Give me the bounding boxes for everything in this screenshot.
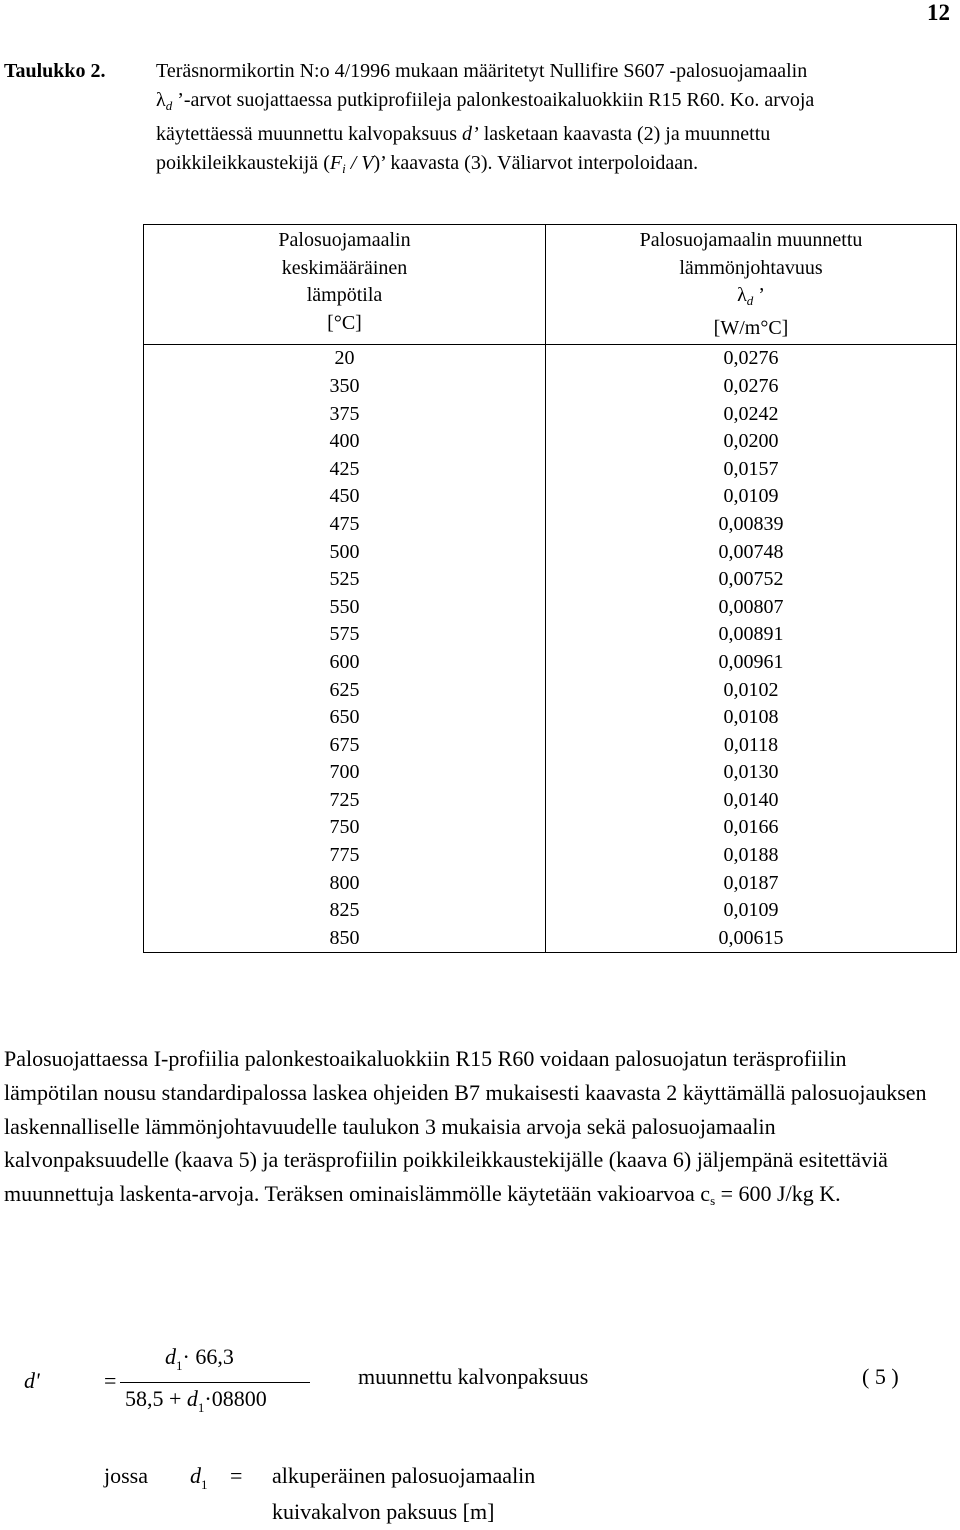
header-temperature-line: lämpötila	[306, 284, 383, 307]
conductivity-cell: 0,00615	[546, 925, 957, 953]
temperature-cell: 750	[144, 814, 546, 842]
conductivity-cell: 0,00891	[546, 621, 957, 649]
table-row	[144, 456, 957, 484]
conductivity-cell: 0,00752	[546, 566, 957, 594]
conductivity-cell: 0,00961	[546, 649, 957, 677]
body-paragraph	[4, 1042, 944, 1218]
page-number: 12	[927, 0, 950, 25]
conductivity-cell: 0,00839	[546, 511, 957, 539]
header-temperature-line: Palosuojamaalin	[278, 229, 411, 251]
temperature-cell: 425	[144, 456, 546, 484]
temperature-cell: 20	[144, 345, 546, 373]
table-row	[144, 842, 957, 870]
conductivity-cell: 0,0118	[546, 732, 957, 760]
table-row	[144, 566, 957, 594]
table-row	[144, 373, 957, 401]
temperature-cell: 475	[144, 511, 546, 539]
table-row	[144, 594, 957, 622]
table-row	[144, 897, 957, 925]
numerator-rest: · 66,3	[182, 1344, 234, 1369]
conductivity-cell: 0,0102	[546, 677, 957, 705]
temperature-cell: 350	[144, 373, 546, 401]
where-description-line: kuivakalvon paksuus [m]	[272, 1499, 495, 1524]
conductivity-cell: 0,0130	[546, 759, 957, 787]
temperature-cell: 675	[144, 732, 546, 760]
caption-line-4-b: )’ kaavasta (3). Väliarvot interpoloidaan.	[373, 152, 699, 174]
temperature-cell: 800	[144, 870, 546, 898]
caption-label: Taulukko 2.	[4, 60, 106, 82]
conductivity-cell: 0,00807	[546, 594, 957, 622]
caption-line-3	[156, 120, 916, 149]
table-row	[144, 704, 957, 732]
denominator-rest: ·08800	[204, 1386, 267, 1411]
conductivity-cell: 0,0200	[546, 428, 957, 456]
lambda-subscript: d	[165, 98, 173, 113]
conductivity-cell: 0,0108	[546, 704, 957, 732]
denominator-a: 58,5 +	[125, 1386, 187, 1411]
table-row	[144, 345, 957, 373]
temperature-cell: 700	[144, 759, 546, 787]
conductivity-cell: 0,0157	[546, 456, 957, 484]
conductivity-cell: 0,0276	[546, 373, 957, 401]
header-conductivity-symbol	[546, 282, 956, 315]
table-row	[144, 649, 957, 677]
caption-line-4	[156, 149, 916, 183]
header-conductivity-line: lämmönjohtavuus	[679, 256, 823, 279]
caption-line-3-b: lasketaan kaavasta (2) ja muunnettu	[478, 123, 771, 145]
table-row	[144, 925, 957, 953]
where-var: d	[190, 1463, 201, 1488]
caption-d-prime: d’	[462, 123, 479, 145]
caption-line-1: Teräsnormikortin N:o 4/1996 mukaan määritetyt Nullifire S607 -palosuojamaalin	[156, 60, 808, 82]
conductivity-cell: 0,0242	[546, 401, 957, 429]
caption-f: F	[329, 152, 343, 174]
conductivity-cell: 0,0109	[546, 897, 957, 925]
where-sub: 1	[201, 1477, 208, 1492]
header-conductivity-unit: [W/m°C]	[713, 316, 789, 339]
table-header-row	[144, 225, 957, 345]
formula-5	[0, 1340, 960, 1420]
header-temperature-unit: [°C]	[327, 311, 362, 334]
caption-line-4-a: poikkileikkaustekijä (	[156, 152, 330, 174]
where-label: jossa	[104, 1463, 148, 1488]
denominator-var: d	[186, 1386, 198, 1411]
caption-f-subscript: i	[342, 161, 346, 176]
table-row	[144, 870, 957, 898]
formula-description: muunnettu kalvonpaksuus	[358, 1364, 589, 1389]
temperature-cell: 375	[144, 401, 546, 429]
where-equals: =	[230, 1463, 243, 1488]
where-description	[272, 1458, 672, 1530]
formula-denominator	[125, 1386, 267, 1416]
conductivity-cell: 0,0188	[546, 842, 957, 870]
formula-numerator	[165, 1344, 234, 1374]
fraction-bar	[120, 1382, 310, 1383]
header-conductivity-line: Palosuojamaalin muunnettu	[639, 229, 863, 251]
lambda-subscript: d	[746, 293, 754, 309]
caption-line-2	[156, 86, 916, 120]
temperature-cell: 550	[144, 594, 546, 622]
table-row	[144, 814, 957, 842]
formula-lhs: d'	[24, 1368, 40, 1393]
temperature-cell: 625	[144, 677, 546, 705]
temperature-cell: 825	[144, 897, 546, 925]
formula-reference: ( 5 )	[862, 1364, 899, 1389]
table-row	[144, 511, 957, 539]
conductivity-cell: 0,0166	[546, 814, 957, 842]
temperature-cell: 775	[144, 842, 546, 870]
table-row	[144, 483, 957, 511]
paragraph-text: Palosuojattaessa I-profiilia palonkestoaikaluokkiin R15 R60 voidaan palosuojatun teräsprofiilin lämpötilan nousu standardipalossa laskea ohjeiden B7 mukaisesti kaavasta 2 käyttämällä palosuojauksen laskennalliselle lämmönjohtavuudelle taulukon 3 mukaisia arvoja sekä palosuojamaalin kalvonpaksuudelle (kaava 5) ja teräsprofiilin poikkileikkaustekijälle (kaava 6) jäljempänä esitettäviä muunnettuja laskenta-arvoja. Teräksen ominaislämmölle käytetään vakioarvoa c	[4, 1046, 927, 1207]
temperature-cell: 725	[144, 787, 546, 815]
numerator-var: d	[165, 1344, 176, 1369]
temperature-cell: 500	[144, 539, 546, 567]
temperature-cell: 600	[144, 649, 546, 677]
conductivity-table	[143, 224, 957, 953]
temperature-cell: 575	[144, 621, 546, 649]
table-row	[144, 787, 957, 815]
denominator-sub: 1	[197, 1400, 205, 1415]
where-symbol	[190, 1458, 208, 1503]
table-body	[144, 345, 957, 953]
temperature-cell: 400	[144, 428, 546, 456]
temperature-cell: 650	[144, 704, 546, 732]
table-row	[144, 732, 957, 760]
temperature-cell: 450	[144, 483, 546, 511]
table-row	[144, 539, 957, 567]
lambda-symbol: λ	[156, 89, 166, 111]
numerator-sub: 1	[176, 1358, 183, 1373]
where-description-line: alkuperäinen palosuojamaalin	[272, 1463, 536, 1488]
paragraph-text-end: = 600 J/kg K.	[715, 1181, 841, 1207]
conductivity-cell: 0,00748	[546, 539, 957, 567]
temperature-cell: 850	[144, 925, 546, 953]
caption-line-2-rest: ’-arvot suojattaessa putkiprofiileja palonkestoaikaluokkiin R15 R60. Ko. arvoja	[172, 89, 815, 111]
conductivity-cell: 0,0276	[546, 345, 957, 373]
conductivity-cell: 0,0109	[546, 483, 957, 511]
prime-mark: ’	[753, 284, 765, 307]
caption-text	[156, 57, 916, 183]
paragraph-subscript: s	[710, 1193, 716, 1209]
table-row	[144, 428, 957, 456]
table-row	[144, 677, 957, 705]
header-temperature	[144, 225, 546, 345]
table-row	[144, 621, 957, 649]
table-row	[144, 759, 957, 787]
caption-line-3-a: käytettäessä muunnettu kalvopaksuus	[156, 123, 463, 145]
conductivity-cell: 0,0140	[546, 787, 957, 815]
temperature-cell: 525	[144, 566, 546, 594]
conductivity-cell: 0,0187	[546, 870, 957, 898]
header-conductivity	[546, 225, 957, 345]
table-row	[144, 401, 957, 429]
caption-over-v: / V	[345, 152, 374, 174]
lambda-symbol: λ	[737, 284, 747, 307]
header-temperature-line: keskimääräinen	[281, 256, 408, 279]
formula-equals: =	[104, 1368, 117, 1393]
